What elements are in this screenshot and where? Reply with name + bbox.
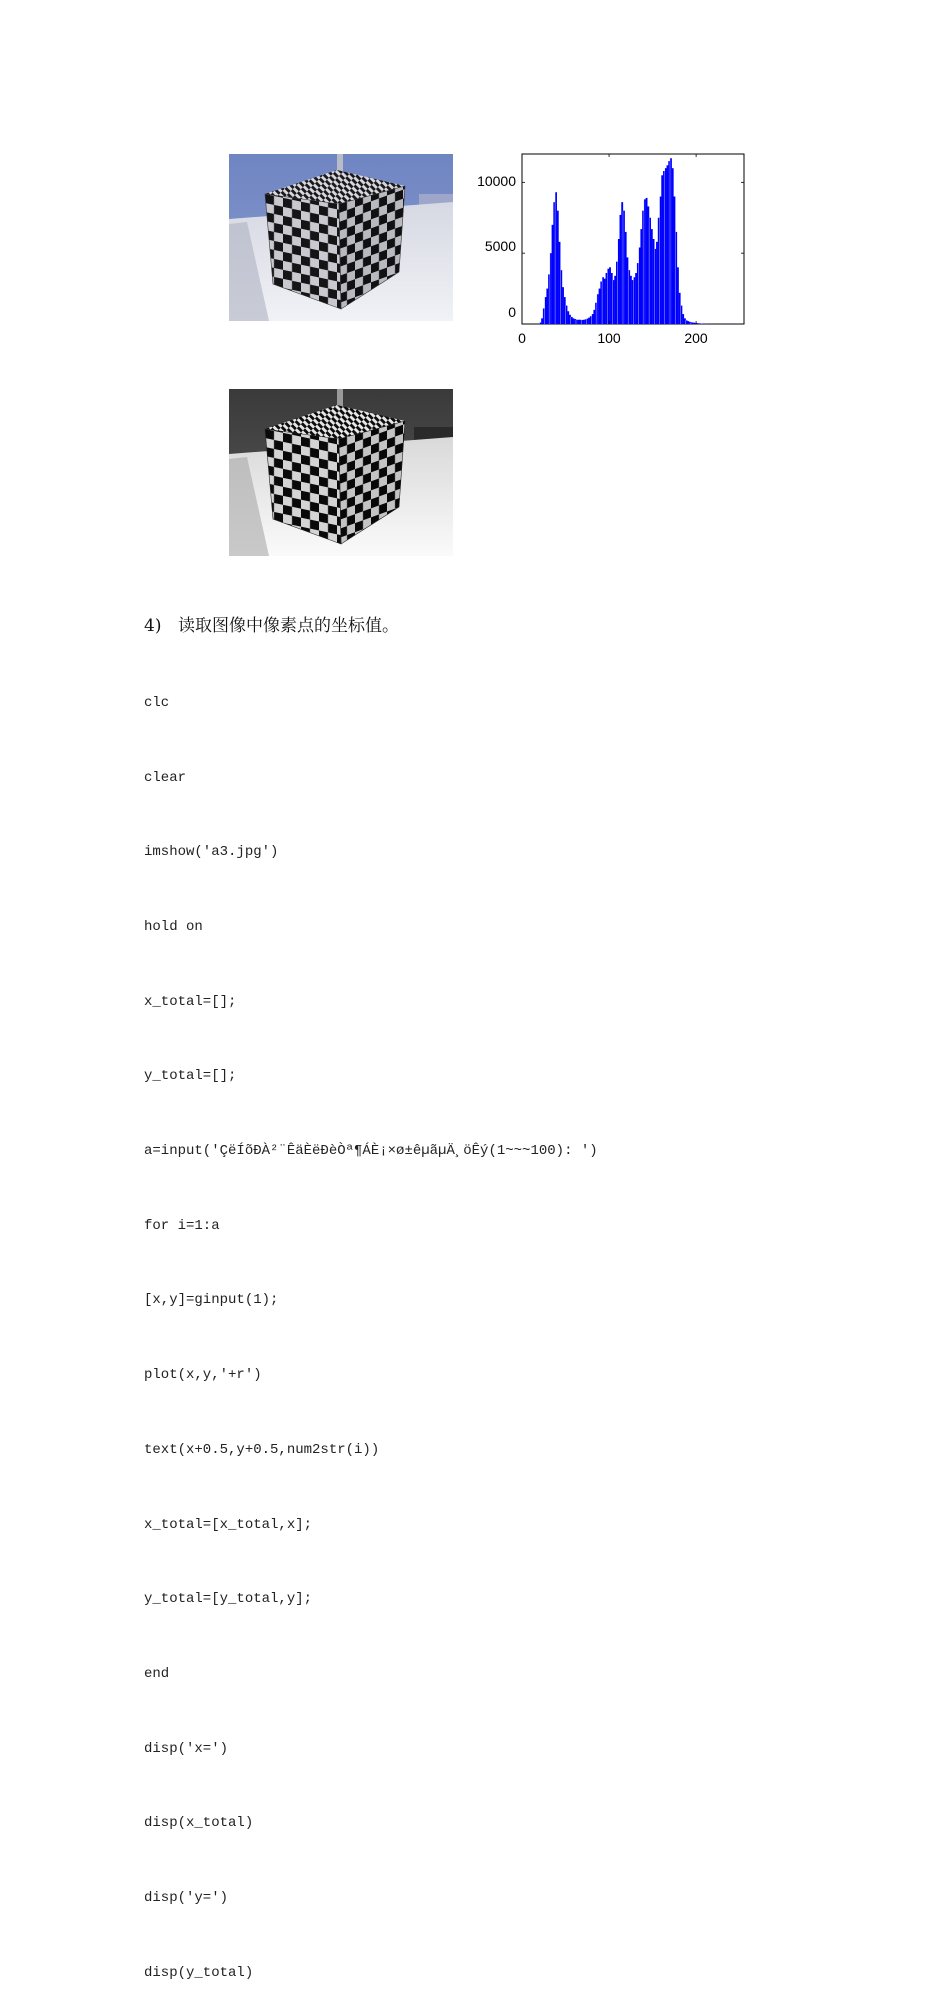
histogram-bar bbox=[686, 320, 688, 324]
histogram-bar bbox=[620, 215, 622, 324]
histogram-bar bbox=[654, 249, 656, 324]
histogram-bar bbox=[635, 273, 637, 324]
histogram-bar bbox=[660, 197, 662, 325]
histogram-bar bbox=[675, 232, 677, 324]
histogram-bar bbox=[630, 276, 632, 324]
histogram-bar bbox=[687, 321, 689, 324]
histogram-bar bbox=[680, 306, 682, 324]
histogram-bar bbox=[625, 232, 627, 324]
histogram-bar bbox=[656, 242, 658, 324]
histogram-bar bbox=[677, 267, 679, 324]
histogram-bar bbox=[593, 310, 595, 324]
histogram-bar bbox=[672, 168, 674, 324]
x-tick-label-100: 100 bbox=[597, 330, 621, 346]
code-listing bbox=[144, 641, 598, 2011]
code-line: imshow('a3.jpg') bbox=[144, 840, 598, 865]
histogram-bar bbox=[546, 289, 548, 324]
histogram-bar bbox=[599, 289, 601, 324]
histogram-bar bbox=[691, 322, 693, 324]
histogram-bar bbox=[545, 297, 547, 324]
code-line: [x,y]=ginput(1); bbox=[144, 1288, 598, 1313]
histogram-bar bbox=[562, 287, 564, 324]
section-number: 4) bbox=[144, 616, 178, 636]
histogram-bar bbox=[693, 323, 695, 324]
section-title: 读取图像中像素点的坐标值。 bbox=[178, 616, 399, 636]
histogram-bar bbox=[661, 175, 663, 324]
histogram-bar bbox=[670, 158, 672, 324]
histogram-bar bbox=[567, 311, 569, 324]
code-line: y_total=[]; bbox=[144, 1064, 598, 1089]
histogram-chart bbox=[470, 145, 760, 360]
code-line: plot(x,y,'+r') bbox=[144, 1363, 598, 1388]
histogram-bar bbox=[613, 280, 615, 324]
code-line: y_total=[y_total,y]; bbox=[144, 1587, 598, 1612]
histogram-bar bbox=[572, 318, 574, 324]
checkerboard-cube-equalized-photo bbox=[229, 389, 453, 556]
histogram-bar bbox=[583, 320, 585, 324]
code-line: for i=1:a bbox=[144, 1214, 598, 1239]
histogram-bar bbox=[667, 165, 669, 324]
code-line: clc bbox=[144, 691, 598, 716]
histogram-bar bbox=[550, 253, 552, 324]
histogram-bar bbox=[586, 319, 588, 324]
histogram-bar bbox=[539, 323, 541, 324]
code-line: hold on bbox=[144, 915, 598, 940]
histogram-bar bbox=[644, 199, 646, 324]
histogram-bar bbox=[682, 314, 684, 324]
histogram-bar bbox=[639, 248, 641, 325]
code-line: text(x+0.5,y+0.5,num2str(i)) bbox=[144, 1438, 598, 1463]
histogram-bar bbox=[633, 277, 635, 324]
histogram-bar bbox=[588, 318, 590, 324]
histogram-bar bbox=[651, 229, 653, 324]
histogram-bar bbox=[665, 168, 667, 324]
code-line: disp(y_total) bbox=[144, 1961, 598, 1986]
x-tick-label-0: 0 bbox=[518, 330, 526, 346]
histogram-bar bbox=[597, 294, 599, 324]
histogram-bar bbox=[640, 229, 642, 324]
histogram-bar bbox=[614, 276, 616, 324]
histogram-bar bbox=[581, 320, 583, 324]
y-tick-label-0: 0 bbox=[508, 304, 516, 320]
code-line: x_total=[x_total,x]; bbox=[144, 1513, 598, 1538]
histogram-bar bbox=[566, 306, 568, 324]
code-line: disp('x=') bbox=[144, 1737, 598, 1762]
histogram-bar bbox=[602, 277, 604, 324]
y-tick-label-5000: 5000 bbox=[485, 238, 516, 254]
histogram-bar bbox=[541, 318, 543, 324]
histogram-bar bbox=[555, 192, 557, 324]
checkerboard-cube-color-photo bbox=[229, 154, 453, 321]
histogram-bar bbox=[646, 198, 648, 324]
histogram-bar bbox=[571, 317, 573, 324]
code-line: disp(x_total) bbox=[144, 1811, 598, 1836]
histogram-bar bbox=[698, 323, 700, 324]
histogram-bar bbox=[592, 314, 594, 324]
histogram-bar bbox=[557, 211, 559, 324]
histogram-bar bbox=[607, 269, 609, 324]
histogram-bar bbox=[609, 267, 611, 324]
code-line: disp('y=') bbox=[144, 1886, 598, 1911]
code-line: clear bbox=[144, 766, 598, 791]
histogram-bar bbox=[576, 320, 578, 324]
histogram-bar bbox=[578, 320, 580, 324]
histogram-bar bbox=[649, 218, 651, 324]
y-tick-label-10000: 10000 bbox=[477, 173, 516, 189]
histogram-bar bbox=[623, 211, 625, 324]
x-tick-label-200: 200 bbox=[684, 330, 708, 346]
code-line: x_total=[]; bbox=[144, 990, 598, 1015]
section-heading bbox=[144, 611, 399, 636]
histogram-bar bbox=[552, 225, 554, 324]
code-line: end bbox=[144, 1662, 598, 1687]
histogram-bar bbox=[560, 270, 562, 324]
code-line: a=input('ÇëÍõÐÀ²¨ÊäÈëÐèÒª¶ÁÈ¡×ø±êµãµÄ¸öÊý(1~~~100): ') bbox=[144, 1139, 598, 1164]
histogram-bar bbox=[618, 239, 620, 324]
histogram-bar bbox=[604, 279, 606, 324]
histogram-bar bbox=[628, 270, 630, 324]
